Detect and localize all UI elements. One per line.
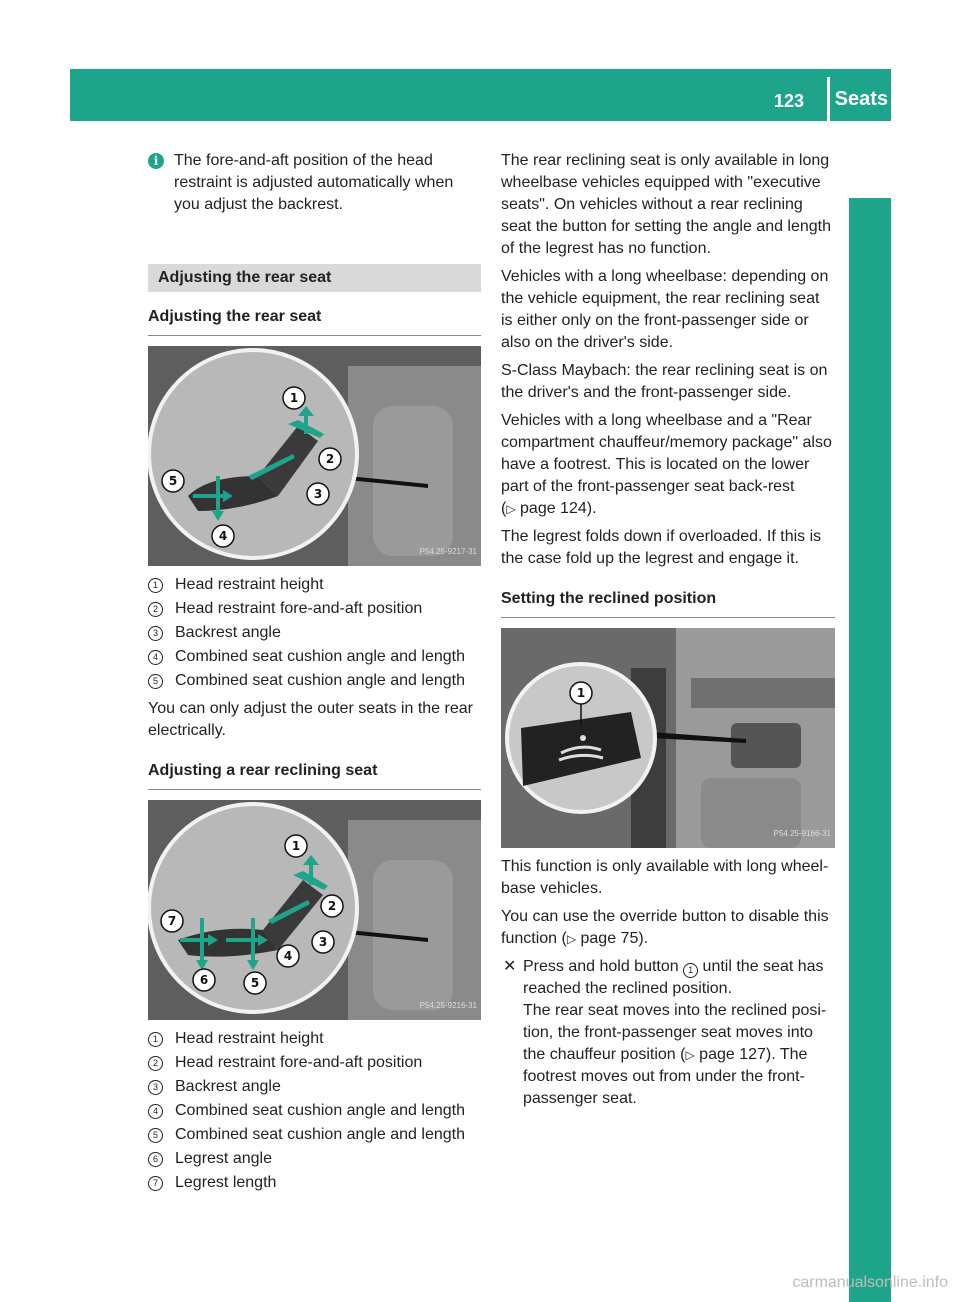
paragraph-override	[501, 906, 835, 950]
page-ref-arrow-icon: ▷	[506, 502, 516, 516]
page-number: 123	[774, 91, 805, 111]
legend-number: 1	[148, 1032, 163, 1047]
callout-5: 5	[168, 474, 178, 488]
callout-1: 1	[291, 839, 301, 853]
paragraph-footrest	[501, 410, 835, 520]
callout-2: 2	[327, 899, 337, 913]
left-column	[148, 150, 481, 1200]
figure-code: P54.25-9216-31	[419, 1001, 477, 1010]
page-ref-link[interactable]: page 124	[520, 500, 587, 517]
text-segment: Press and hold button	[523, 958, 684, 975]
header-section-title: Seats	[834, 88, 888, 110]
page-ref-arrow-icon: ▷	[685, 1048, 695, 1062]
page-ref-arrow-icon: ▷	[566, 932, 577, 946]
legend-item	[148, 1172, 481, 1194]
legend-item	[148, 1100, 481, 1122]
page-ref-link[interactable]: page 127	[699, 1046, 766, 1063]
legend-text: Backrest angle	[175, 624, 281, 641]
info-note	[148, 150, 481, 216]
header-separator	[827, 77, 830, 121]
callout-4: 4	[218, 529, 228, 543]
legend-number: 7	[148, 1176, 163, 1191]
text-segment: ). The footrest moves out from under the front-passenger seat.	[523, 1046, 808, 1107]
legend-text: Head restraint height	[175, 1030, 324, 1047]
legend-item	[148, 622, 481, 644]
section-title-bar: Adjusting the rear seat	[148, 264, 481, 292]
callout-3: 3	[318, 935, 328, 949]
legend-text: Backrest angle	[175, 1078, 281, 1095]
reclining-seat-controls-illustration	[148, 800, 481, 1020]
instruction-step	[501, 956, 835, 1110]
text-segment: ).	[638, 930, 649, 947]
callout-3: 3	[313, 487, 323, 501]
legend-reclining-seat	[148, 1028, 481, 1194]
legend-item	[148, 646, 481, 668]
legend-number: 3	[148, 626, 163, 641]
heading-reclining-seat: Adjusting a rear reclining seat	[148, 760, 481, 790]
legend-item	[148, 1028, 481, 1050]
legend-rear-seat	[148, 574, 481, 692]
callout-4: 4	[283, 949, 293, 963]
heading-reclined-position: Setting the reclined position	[501, 588, 835, 618]
legend-item	[148, 1052, 481, 1074]
right-column	[501, 150, 835, 1110]
callout-2: 2	[325, 452, 335, 466]
outer-seats-note: You can only adjust the outer seats in the rear electrically.	[148, 700, 473, 739]
page-ref-link[interactable]: page 75	[580, 930, 639, 947]
info-icon: i	[148, 153, 164, 169]
text-segment: Vehicles with a long wheelbase and a "Rear compartment chauffeur/memory package" also have a footrest. This is located on the lower part of the front-passenger seat back-rest (	[501, 412, 832, 517]
legend-item	[148, 1076, 481, 1098]
chapter-title: Seats, steering wheel and mirrors	[859, 547, 880, 853]
figure-recline-button	[501, 628, 835, 848]
legend-text: Combined seat cushion angle and length	[175, 1102, 465, 1119]
legend-number: 1	[148, 578, 163, 593]
legend-text: Legrest length	[175, 1174, 277, 1191]
info-note-text: The fore-and-aft position of the head restraint is adjusted automatically when you adjust the backrest.	[174, 152, 454, 213]
text-segment: ).	[586, 500, 597, 517]
legend-text: Combined seat cushion angle and length	[175, 1126, 465, 1143]
figure-code: P54.25-9217-31	[419, 547, 477, 556]
legend-item	[148, 574, 481, 596]
paragraph-maybach: S-Class Maybach: the rear reclining seat is on the driver's and the front-passenger side.	[501, 362, 828, 401]
paragraph-reclining-availability: The rear reclining seat is only available in long wheelbase vehicles equipped with "executive seats". On vehicles without a rear reclining seat the button for setting the angle and length of the legrest has no function.	[501, 152, 832, 257]
text-segment: until the seat has reached the reclined position.	[523, 958, 824, 997]
legend-number: 6	[148, 1152, 163, 1167]
legend-item	[148, 1148, 481, 1170]
legend-number: 2	[148, 602, 163, 617]
step-result	[523, 1000, 835, 1110]
legend-item	[148, 1124, 481, 1146]
paragraph-long-wheelbase-only: This function is only available with long wheel-base vehicles.	[501, 858, 829, 897]
figure-rear-seat-controls	[148, 346, 481, 566]
heading-adjusting-rear-seat: Adjusting the rear seat	[148, 306, 481, 336]
figure-code: P54.25-9166-31	[773, 829, 831, 838]
callout-5: 5	[250, 976, 260, 990]
legend-item	[148, 670, 481, 692]
callout-1: 1	[576, 686, 586, 700]
inline-callout-number: 1	[683, 963, 698, 978]
step-marker-icon: ✕	[503, 958, 517, 975]
paragraph-long-wheelbase: Vehicles with a long wheelbase: depending on the vehicle equipment, the rear reclining seat is either only on the front-passenger side or also on the driver's side.	[501, 268, 829, 351]
legend-number: 5	[148, 1128, 163, 1143]
text-segment: The rear seat moves into the reclined posi-tion, the front-passenger seat moves into the chauffeur position (	[523, 1002, 827, 1063]
legend-text: Combined seat cushion angle and length	[175, 648, 465, 665]
legend-text: Head restraint height	[175, 576, 324, 593]
rear-seat-controls-illustration	[148, 346, 481, 566]
callout-7: 7	[167, 914, 177, 928]
legend-text: Legrest angle	[175, 1150, 272, 1167]
figure-reclining-seat-controls	[148, 800, 481, 1020]
paragraph-legrest-overload: The legrest folds down if overloaded. If this is the case fold up the legrest and engage it.	[501, 528, 822, 567]
header-bar	[70, 69, 891, 121]
legend-number: 5	[148, 674, 163, 689]
legend-text: Head restraint fore-and-aft position	[175, 1054, 423, 1071]
legend-text: Head restraint fore-and-aft position	[175, 600, 423, 617]
watermark: carmanualsonline.info	[792, 1274, 948, 1291]
legend-number: 3	[148, 1080, 163, 1095]
callout-1: 1	[289, 391, 299, 405]
legend-text: Combined seat cushion angle and length	[175, 672, 465, 689]
step-text	[523, 956, 835, 1000]
legend-number: 4	[148, 1104, 163, 1119]
legend-number: 2	[148, 1056, 163, 1071]
callout-6: 6	[199, 973, 209, 987]
legend-number: 4	[148, 650, 163, 665]
legend-item	[148, 598, 481, 620]
text-segment: You can use the override button to disable this function (	[501, 908, 829, 947]
recline-button-illustration	[501, 628, 835, 848]
